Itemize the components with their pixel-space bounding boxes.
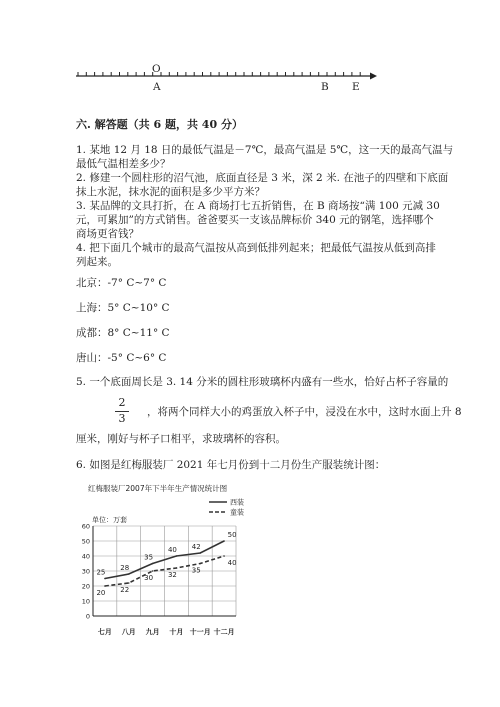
city-beijing: 北京：-7° C~7° C (76, 277, 167, 289)
data-label: 28 (120, 564, 130, 572)
point-a-label: A (153, 81, 161, 93)
q4-line1: 4. 把下面几个城市的最高气温按从高到低排列起来；把最低气温按从低到高排 (76, 242, 436, 254)
chart-unit: 单位：万套 (92, 516, 127, 524)
data-label: 42 (191, 543, 201, 551)
legend-label: 西装 (230, 498, 244, 507)
y-tick-label: 60 (81, 522, 90, 531)
data-point (128, 582, 130, 584)
city-tangshan: 唐山：-5° C~6° C (76, 352, 167, 364)
point-b-label: B (321, 81, 329, 93)
data-label: 32 (167, 571, 177, 579)
city-shanghai: 上海：5° C~10° C (76, 302, 170, 314)
data-point (152, 563, 154, 565)
x-tick-label: 九月 (145, 628, 160, 636)
x-tick-label: 十二月 (213, 628, 235, 636)
data-label: 22 (120, 586, 130, 594)
origin-label: O (152, 63, 161, 75)
fraction-numerator: 2 (118, 396, 126, 409)
q5-line1: 5. 一个底面周长是 3. 14 分米的圆柱形玻璃杯内盛有一些水，恰好占杯子容量的 (76, 376, 449, 388)
data-label: 20 (96, 589, 106, 597)
q1-line1: 1. 某地 12 月 18 日的最低气温是－7℃，最高气温是 5℃，这一天的最高气温与 (76, 144, 454, 156)
data-point (199, 552, 201, 554)
x-tick-label: 十一月 (189, 628, 211, 636)
city-chengdu: 成都：8° C~11° C (76, 327, 170, 339)
q5-line3: 厘米，刚好与杯子口相平，求玻璃杯的容积。 (76, 433, 286, 445)
point-e-label: E (352, 81, 360, 93)
y-tick-label: 0 (85, 612, 90, 621)
data-label: 25 (96, 568, 106, 577)
chart-title: 红梅服装厂2007年下半年生产情况统计图 (88, 484, 228, 493)
y-tick-label: 20 (81, 582, 90, 591)
q3-line2: 元，可累加”的方式销售。爸爸要买一支该品牌标价 340 元的钢笔，选择哪个 (76, 214, 434, 226)
data-label: 35 (144, 553, 154, 562)
legend-label: 童装 (230, 508, 244, 517)
data-label: 30 (144, 574, 154, 582)
data-label: 50 (227, 531, 237, 539)
q1-line2: 最低气温相差多少？ (76, 158, 171, 170)
y-tick-label: 10 (81, 597, 90, 606)
x-tick-label: 七月 (97, 628, 112, 636)
data-point (152, 570, 154, 572)
x-tick-label: 十月 (169, 628, 184, 636)
data-point (199, 563, 201, 565)
section-title: 六. 解答题（共 6 题，共 40 分） (76, 118, 243, 131)
fraction-denominator: 3 (118, 412, 126, 425)
y-tick-label: 50 (81, 537, 90, 546)
q2-line1: 2. 修建一个圆柱形的沼气池，底面直径是 3 米，深 2 米. 在池子的四壁和下底面 (76, 172, 449, 184)
y-tick-label: 30 (81, 567, 90, 576)
data-label: 35 (191, 566, 201, 575)
data-point (176, 567, 178, 569)
data-point (128, 573, 130, 575)
number-line (0, 0, 500, 100)
q6-line1: 6. 如图是红梅服装厂 2021 年七月份到十二月份生产服装统计图： (76, 459, 386, 471)
x-tick-label: 八月 (121, 628, 136, 636)
data-point (104, 585, 106, 587)
q5-line2: ，将两个同样大小的鸡蛋放入杯子中，浸没在水中，这时水面上升 8 (147, 406, 462, 418)
data-point (223, 540, 225, 542)
data-point (223, 555, 225, 557)
q2-line2: 抹上水泥，抹水泥的面积是多少平方米？ (76, 186, 265, 198)
data-point (176, 555, 178, 557)
q3-line1: 3. 某品牌的文具打折，在 A 商场打七五折销售，在 B 商场按“满 100 元减 30 (76, 200, 440, 212)
q4-line2: 列起来。 (76, 256, 118, 268)
q3-line3: 商场更省钱？ (76, 228, 139, 240)
y-tick-label: 40 (81, 552, 90, 561)
data-label: 40 (227, 559, 237, 567)
data-point (104, 578, 106, 580)
data-label: 40 (167, 546, 177, 554)
production-line-chart (76, 478, 252, 648)
